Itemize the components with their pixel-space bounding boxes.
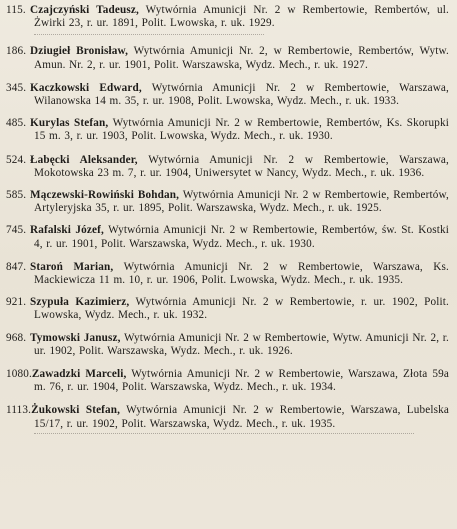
entry-number: 1080. xyxy=(6,368,32,381)
entry-number: 745. xyxy=(6,224,27,237)
entry-details: Wytwórnia Amunicji Nr. 2 w Rembertowie, r. ur. 1902, Polit. Lwowska, Wydz. Mech., r. uk. 1932. xyxy=(34,296,450,322)
entry-details: Wytwórnia Amunicji Nr. 2, w Rembertowie, Rembertów, Wytw. Amun. Nr. 2, r. ur. 1901, Polit. Warszawska, Wydz. Mech., r. uk. 1927. xyxy=(34,45,449,71)
entry-name: Czajczyński Tadeusz, xyxy=(30,4,139,16)
entry-name: Kurylas Stefan, xyxy=(30,117,109,130)
entry-number: 968. xyxy=(6,331,27,344)
entry-name: Żukowski Stefan, xyxy=(31,404,121,417)
entry-name: Szypuła Kazimierz, xyxy=(30,296,130,309)
directory-entry xyxy=(6,4,449,30)
entry-number: 186. xyxy=(6,45,27,58)
entry-name: Rafalski Józef, xyxy=(30,224,104,237)
entry-name: Kaczkowski Edward, xyxy=(30,81,142,94)
entry-details: Wytwórnia Amunicji Nr. 2 w Rembertowie, Warszawa, Złota 59a m. 76, r. ur. 1904, Polit. Warszawska, Wydz. Mech., r. uk. 1934. xyxy=(34,368,449,394)
directory-entry xyxy=(6,404,449,430)
entry-number: 585. xyxy=(6,189,27,202)
entry-name: Dziugieł Bronisław, xyxy=(30,45,129,58)
entry-name: Staroń Marian, xyxy=(30,260,114,273)
entry-details: Wytwórnia Amunicji Nr. 2 w Rembertowie, Wytw. Amunicji Nr. 2, r. ur. 1902, Polit. Warszawska, Wydz. Mech., r. uk. 1926. xyxy=(34,331,449,357)
entry-name: Zawadzki Marceli, xyxy=(31,368,127,381)
entry-details: Wytwórnia Amunicji Nr. 2 w Rembertowie, Rembertów, Artyleryjska 35, r. ur. 1895, Polit. Warszawska, Wydz. Mech., r. uk. 1925. xyxy=(34,189,449,215)
directory-entry xyxy=(6,368,449,394)
directory-entry xyxy=(6,45,449,71)
directory-entry xyxy=(6,332,449,358)
entry-details: Wytwórnia Amunicji Nr. 2 w Rembertowie, Warszawa, Mokotowska 23 m. 7, r. ur. 1904, Uniwersytet w Nancy, Wydz. Mech., r. uk. 1936. xyxy=(34,153,449,179)
entry-details: Wytwórnia Amunicji Nr. 2 w Rembertowie, Rembertów, ul. Żwirki 23, r. ur. 1891, Polit. Lwowska, r. uk. 1929. xyxy=(34,4,449,30)
entry-number: 847. xyxy=(6,260,27,273)
entry-details: Wytwórnia Amunicji Nr. 2 w Rembertowie, Warszawa, Lubelska 15/17, r. ur. 1902, Polit. Warszawska, Wydz. Mech., r. uk. 1935. xyxy=(34,404,449,430)
bleed-through-line xyxy=(34,433,414,440)
directory-entry xyxy=(6,296,449,322)
directory-entry xyxy=(6,154,449,180)
entry-name: Łabęcki Aleksander, xyxy=(30,153,138,166)
directory-list xyxy=(6,4,449,444)
entry-number: 921. xyxy=(6,296,27,309)
entry-number: 345. xyxy=(6,81,27,94)
directory-entry xyxy=(6,117,449,143)
directory-entry xyxy=(6,82,449,108)
entry-name: Tymowski Janusz, xyxy=(30,331,121,344)
bleed-through-line xyxy=(34,34,264,41)
entry-number: 1113. xyxy=(6,404,32,417)
entry-number: 524. xyxy=(6,153,27,166)
entry-number: 115. xyxy=(6,4,26,16)
directory-entry xyxy=(6,224,449,250)
entry-details: Wytwórnia Amunicji Nr. 2 w Rembertowie, Warszawa, Ks. Mackiewicza 11 m. 10, r. ur. 1906, Polit. Lwowska, Wydz. Mech., r. uk. 1935. xyxy=(34,260,449,287)
entry-details: Wytwórnia Amunicji Nr. 2 w Rembertowie, Warszawa, Wilanowska 14 m. 35, r. ur. 1908, Polit. Lwowska, Wydz. Mech., r. uk. 1933. xyxy=(34,81,449,108)
entry-name: Mączewski-Rowiński Bohdan, xyxy=(30,189,180,202)
entry-number: 485. xyxy=(6,117,27,130)
directory-entry xyxy=(6,261,449,287)
directory-entry xyxy=(6,189,449,215)
entry-details: Wytwórnia Amunicji Nr. 2 w Rembertowie, Rembertów, św. St. Kostki 4, r. ur. 1901, Polit. Warszawska, Wydz. Mech., r. uk. 1930. xyxy=(34,224,449,250)
entry-details: Wytwórnia Amunicji Nr. 2 w Rembertowie, Rembertów, Ks. Skorupki 15 m. 3, r. ur. 1903, Polit. Lwowska, Wydz. Mech., r. uk. 1930. xyxy=(34,117,449,143)
